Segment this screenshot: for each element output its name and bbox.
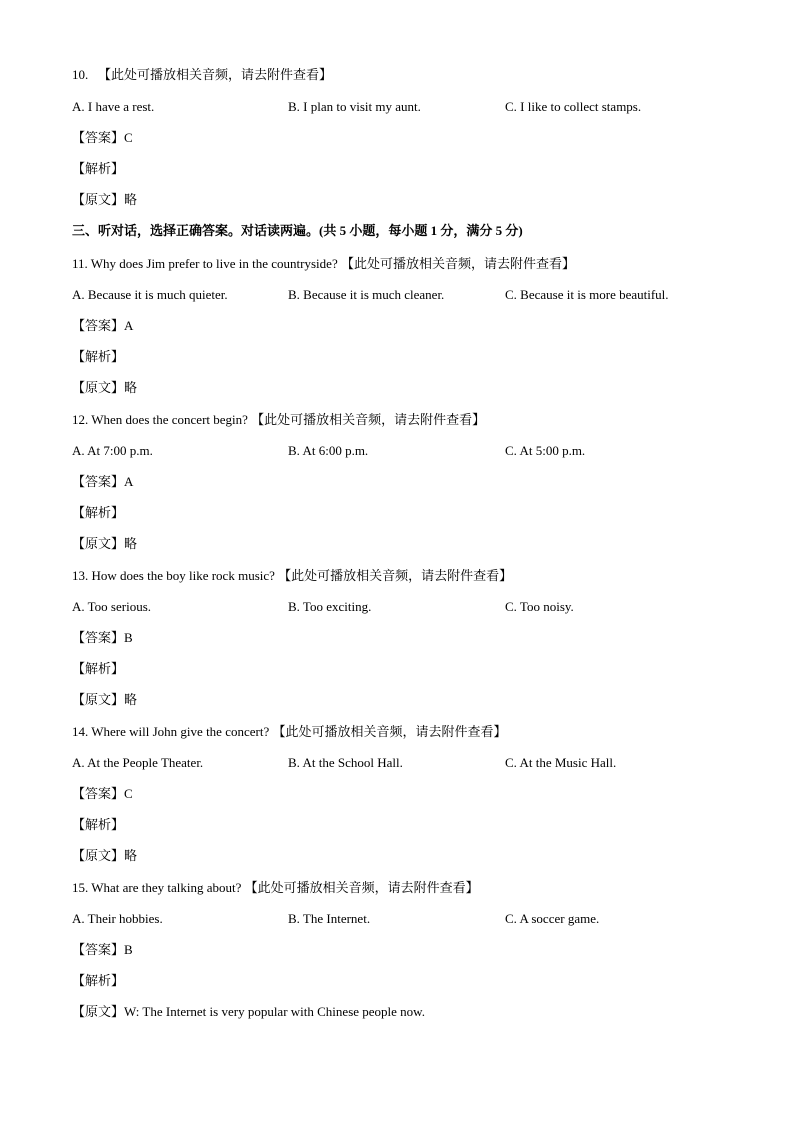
answer-line: 【答案】B xyxy=(72,630,133,645)
analysis-line: 【解析】 xyxy=(72,505,125,520)
original-text-line: 【原文】略 xyxy=(72,380,138,395)
original-text-line: 【原文】W: The Internet is very popular with Chinese people now. xyxy=(72,1004,425,1019)
analysis-line: 【解析】 xyxy=(72,817,125,832)
original-text-line: 【原文】略 xyxy=(72,848,138,863)
option-a: A. Because it is much quieter. xyxy=(72,287,228,302)
analysis-line: 【解析】 xyxy=(72,161,125,176)
question-15: 15. What are they talking about? 【此处可播放相关音频，请去附件查看】 xyxy=(72,880,479,895)
option-b: B. At 6:00 p.m. xyxy=(288,443,369,458)
option-b: B. Too exciting. xyxy=(288,599,372,614)
option-c: C. At 5:00 p.m. xyxy=(505,443,586,458)
option-b: B. The Internet. xyxy=(288,911,371,926)
question-10 xyxy=(72,66,332,84)
answer-line: 【答案】C xyxy=(72,786,133,801)
question-11: 11. Why does Jim prefer to live in the countryside? 【此处可播放相关音频，请去附件查看】 xyxy=(72,256,575,271)
option-a: A. Too serious. xyxy=(72,599,152,614)
answer-line: 【答案】A xyxy=(72,318,134,333)
question-12: 12. When does the concert begin? 【此处可播放相关音频，请去附件查看】 xyxy=(72,412,486,427)
question-14: 14. Where will John give the concert? 【此处可播放相关音频，请去附件查看】 xyxy=(72,724,507,739)
option-b: B. I plan to visit my aunt. xyxy=(288,99,421,114)
question-number: 10. xyxy=(72,67,89,82)
analysis-line: 【解析】 xyxy=(72,661,125,676)
option-b: B. At the School Hall. xyxy=(288,755,403,770)
answer-line: 【答案】B xyxy=(72,942,133,957)
audio-note: 【此处可播放相关音频，请去附件查看】 xyxy=(98,67,333,82)
original-text-line: 【原文】略 xyxy=(72,192,138,207)
analysis-line: 【解析】 xyxy=(72,349,125,364)
option-c: C. A soccer game. xyxy=(505,911,600,926)
answer-line: 【答案】C xyxy=(72,130,133,145)
option-c: C. I like to collect stamps. xyxy=(505,99,642,114)
option-a: A. I have a rest. xyxy=(72,99,155,114)
question-13: 13. How does the boy like rock music? 【此处可播放相关音频，请去附件查看】 xyxy=(72,568,513,583)
analysis-line: 【解析】 xyxy=(72,973,125,988)
original-text-line: 【原文】略 xyxy=(72,692,138,707)
option-c: C. Too noisy. xyxy=(505,599,574,614)
original-text-line: 【原文】略 xyxy=(72,536,138,551)
option-a: A. Their hobbies. xyxy=(72,911,163,926)
option-c: C. Because it is more beautiful. xyxy=(505,287,669,302)
answer-line: 【答案】A xyxy=(72,474,134,489)
option-c: C. At the Music Hall. xyxy=(505,755,617,770)
option-b: B. Because it is much cleaner. xyxy=(288,287,445,302)
section-heading: 三、听对话，选择正确答案。对话读两遍。(共 5 小题，每小题 1 分，满分 5 分) xyxy=(72,223,523,238)
option-a: A. At 7:00 p.m. xyxy=(72,443,153,458)
option-a: A. At the People Theater. xyxy=(72,755,204,770)
